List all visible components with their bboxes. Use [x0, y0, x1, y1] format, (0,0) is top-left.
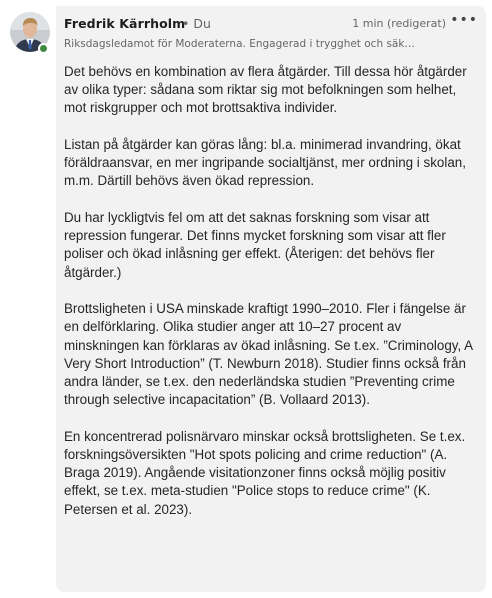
- comment-timestamp: 1 min (redigerat): [352, 17, 446, 30]
- comment-bubble: [56, 6, 486, 592]
- comment-header: [64, 12, 478, 34]
- connection-degree: • Du: [182, 16, 211, 31]
- author-headline: Riksdagsledamot för Moderaterna. Engagerad i trygghet och säk…: [64, 38, 415, 50]
- online-status-dot: [38, 43, 49, 54]
- comment-paragraph: Brottsligheten i USA minskade kraftigt 1990–2010. Fler i fängelse är en delförklaring. Olika studier anger att 10–27 procent av minskningen kan förklaras av ökad inlåsning. Se t.ex. ”Criminology, A Very Short Introduction” (T. Newburn 2018). Studier finns också från andra länder, se t.ex. den nederländska studien ”Preventing crime through selective incapacitation” (B. Vollaard 2013).: [64, 301, 473, 408]
- comment-paragraph: Listan på åtgärder kan göras lång: bl.a. minimerad invandring, ökat föräldraansvar, en mer ingripande socialtjänst, mer ordning i skolan, m.m. Därtill behövs även ökad repression.: [64, 137, 466, 189]
- comment-text: [64, 63, 474, 519]
- comment-paragraph: Du har lyckligtvis fel om att det saknas forskning som visar att repression fungerar. Det finns mycket forskning som visar att fler poliser och ökad inlåsning ger effekt. (Återigen: det behövs fler åtgärder.): [64, 210, 446, 280]
- more-options-icon[interactable]: •••: [450, 12, 478, 28]
- comment-paragraph: Det behövs en kombination av flera åtgärder. Till dessa hör åtgärder av olika typer: sådana som riktar sig mot befolkningen som helhet, mot riskgrupper och mot brottsaktiva individer.: [64, 64, 467, 116]
- comment-paragraph: En koncentrerad polisnärvaro minskar också brottsligheten. Se t.ex. forskningsöversikten "Hot spots policing and crime reduction" (A. Braga 2019). Angående visitationzoner finns också möjlig positiv effekt, se t.ex. meta-studien "Police stops to reduce crime" (K. Petersen et al. 2023).: [64, 428, 466, 517]
- author-name[interactable]: Fredrik Kärrholm: [64, 16, 186, 31]
